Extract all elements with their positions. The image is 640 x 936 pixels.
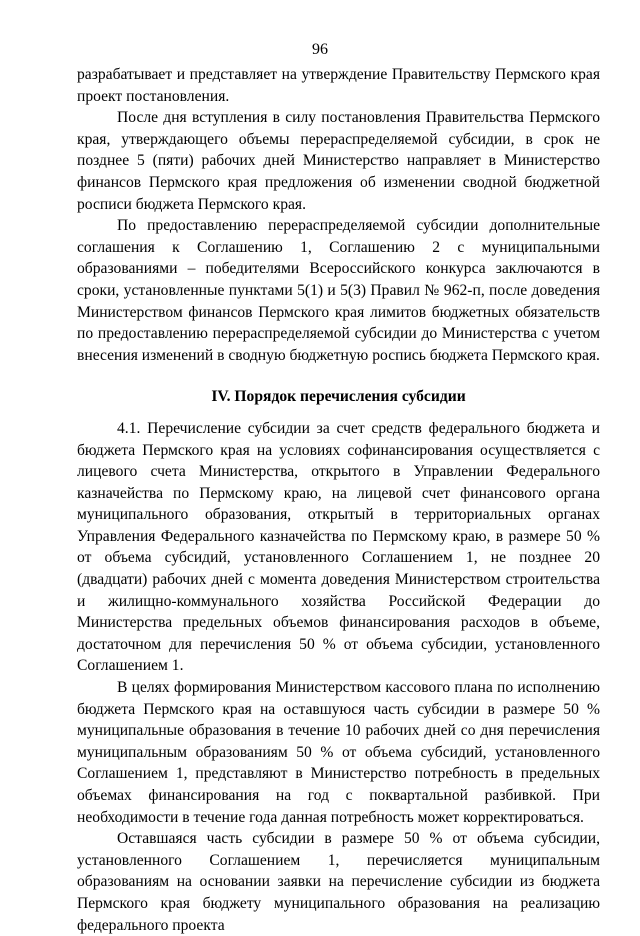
paragraph-transfer-4-1: 4.1. Перечисление субсидии за счет средств федерального бюджета и бюджета Пермского края на условиях софинансирования осуществляется с лицевого счета Министерства, открытого в Управлении Федерального казначейства по Пермскому краю, на лицевой счет финансового органа муниципального образования, открытый в территориальных органах Управления Федерального казначейства по Пермскому краю, в размере 50 % от объема субсидий, установленного Соглашением 1, не позднее 20 (двадцати) рабочих дней с момента доведения Министерством строительства и жилищно-коммунального хозяйства Российской Федерации до Министерства предельных объемов финансирования расходов в объеме, достаточном для перечисления 50 % от объема субсидии, установленного Соглашением 1. (77, 419, 600, 675)
paragraph-budget-revision: После дня вступления в силу постановления Правительства Пермского края, утверждающего объемы перераспределяемой субсидии, в срок не позднее 5 (пяти) рабочих дней Министерство направляет в Министерство финансов Пермского края предложения об изменении сводной бюджетной росписи бюджета Пермского края. (77, 109, 600, 213)
paragraph-remaining-subsidy: Оставшаяся часть субсидии в размере 50 % от объема субсидии, установленного Соглашением 1, перечисляется муниципальным образованиям на основании заявки на перечисление субсидии из бюджета Пермского края бюджету муниципального образования на реализацию федерального проекта (77, 830, 600, 934)
section-heading: IV. Порядок перечисления субсидии (211, 388, 466, 406)
page-number: 96 (312, 41, 328, 58)
document-body (77, 64, 600, 936)
paragraph-continuation: разрабатывает и представляет на утверждение Правительству Пермского края проект постановления. (77, 66, 600, 105)
paragraph-additional-agreements: По предоставлению перераспределяемой субсидии дополнительные соглашения к Соглашению 1, Соглашению 2 с муниципальными образованиями – победителями Всероссийского конкурса заключаются в сроки, установленные пунктами 5(1) и 5(3) Правил № 962-п, после доведения Министерством финансов Пермского края лимитов бюджетных обязательств по предоставлению перераспределяемой субсидии до Министерства с учетом внесения изменений в сводную бюджетную роспись бюджета Пермского края. (77, 217, 600, 364)
paragraph-cash-plan: В целях формирования Министерством кассового плана по исполнению бюджета Пермского края на оставшуюся часть субсидии в размере 50 % муниципальные образования в течение 10 рабочих дней со дня перечисления муниципальным образованиям 50 % от объема субсидий, установленного Соглашением 1, представляют в Министерство потребность в предельных объемах финансирования на год с поквартальной разбивкой. При необходимости в течение года данная потребность может корректироваться. (77, 679, 600, 826)
